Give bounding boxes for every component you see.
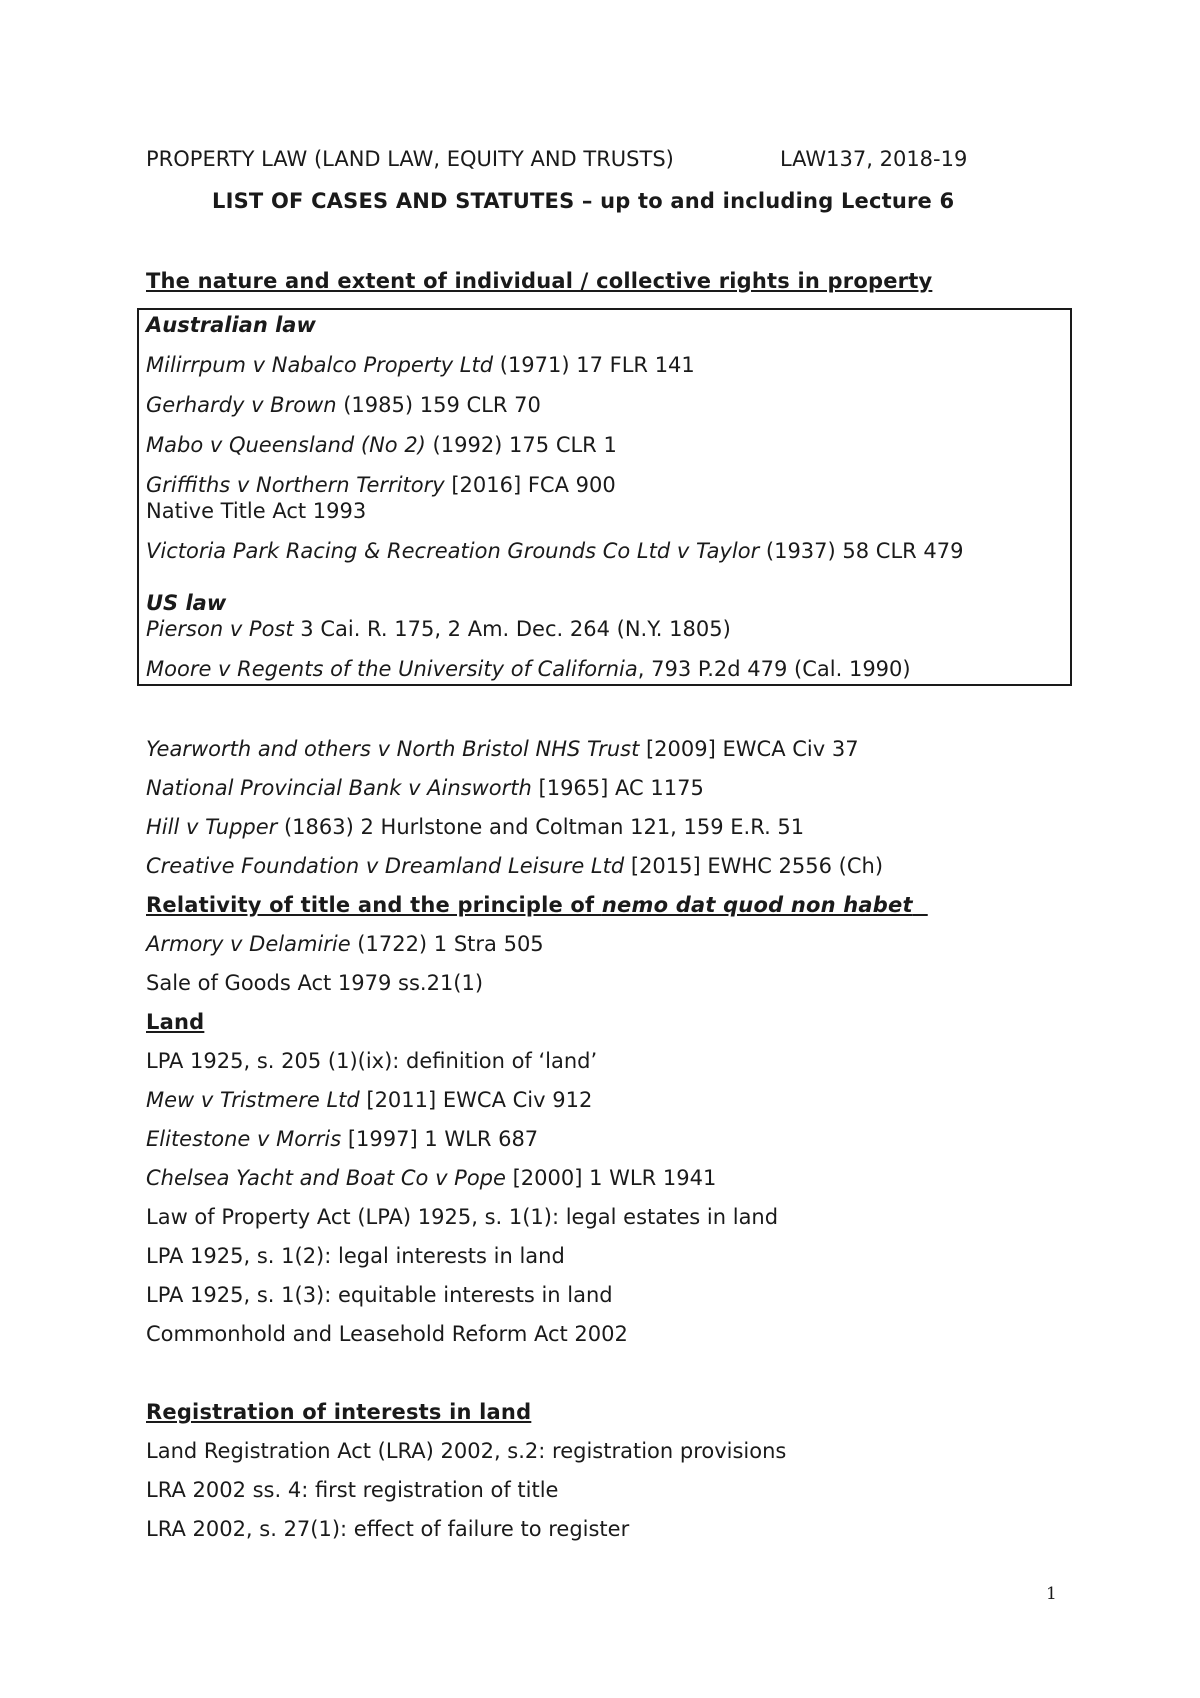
- list-item: [146, 1087, 592, 1113]
- case-name: Hill v Tupper: [146, 815, 278, 839]
- case-name: Elitestone v Morris: [146, 1127, 342, 1151]
- citation: [1997] 1 WLR 687: [341, 1127, 539, 1151]
- list-item: [146, 853, 883, 879]
- list-item: [146, 775, 704, 801]
- statute-item: LPA 1925, s. 1(2): legal interests in land: [146, 1244, 565, 1268]
- section-heading-relativity-of-title: [146, 892, 928, 918]
- statute-item: LPA 1925, s. 205 (1)(ix): definition of ‘land’: [146, 1049, 598, 1073]
- section-heading-land: Land: [146, 1010, 205, 1034]
- heading-latin-phrase: nemo dat quod non habet: [601, 893, 913, 917]
- case-name: Pierson v Post: [146, 617, 294, 641]
- case-name: National Provincial Bank v Ainsworth: [146, 776, 532, 800]
- citation: (1992) 175 CLR 1: [425, 433, 617, 457]
- statute-item: LPA 1925, s. 1(3): equitable interests in land: [146, 1283, 613, 1307]
- citation: (1985) 159 CLR 70: [336, 393, 541, 417]
- citation: [2009] EWCA Civ 37: [639, 737, 859, 761]
- australian-law-heading: Australian law: [146, 313, 316, 337]
- heading-text: Relativity of title and the principle of: [146, 893, 602, 917]
- list-item: [146, 1126, 538, 1152]
- citation: [2016] FCA 900: [444, 473, 616, 497]
- citation: (1971) 17 FLR 141: [493, 353, 695, 377]
- case-name: Yearworth and others v North Bristol NHS Trust: [146, 737, 640, 761]
- case-name: Moore v Regents of the University of California: [146, 657, 638, 681]
- case-name: Chelsea Yacht and Boat Co v Pope: [146, 1166, 506, 1190]
- citation: [2011] EWCA Civ 912: [359, 1088, 593, 1112]
- statute-item: LRA 2002, s. 27(1): effect of failure to register: [146, 1517, 630, 1541]
- us-law-heading: US law: [146, 591, 227, 615]
- list-item: [146, 1165, 716, 1191]
- case-name: Victoria Park Racing & Recreation Grounds Co Ltd v Taylor: [146, 539, 760, 563]
- list-item: [146, 931, 544, 957]
- statute-item: Commonhold and Leasehold Reform Act 2002: [146, 1322, 628, 1346]
- course-title: PROPERTY LAW (LAND LAW, EQUITY AND TRUSTS): [146, 147, 674, 171]
- statute-item: Land Registration Act (LRA) 2002, s.2: registration provisions: [146, 1439, 787, 1463]
- case-name: Milirrpum v Nabalco Property Ltd: [146, 353, 494, 377]
- statute-item: Sale of Goods Act 1979 ss.21(1): [146, 971, 484, 995]
- case-name: Mew v Tristmere Ltd: [146, 1088, 360, 1112]
- case-name: Armory v Delamirie: [146, 932, 351, 956]
- statute-item: Native Title Act 1993: [146, 499, 367, 523]
- citation: [2015] EWHC 2556 (Ch): [624, 854, 884, 878]
- list-item: [146, 736, 859, 762]
- citation: (1937) 58 CLR 479: [759, 539, 964, 563]
- list-item: [146, 472, 616, 498]
- citation: (1722) 1 Stra 505: [350, 932, 544, 956]
- citation: (1863) 2 Hurlstone and Coltman 121, 159 E.R. 51: [277, 815, 805, 839]
- case-name: Gerhardy v Brown: [146, 393, 337, 417]
- page-number: 1: [1046, 1584, 1057, 1604]
- section-heading-registration: Registration of interests in land: [146, 1400, 532, 1424]
- document-subtitle: LIST OF CASES AND STATUTES – up to and including Lecture 6: [212, 189, 955, 213]
- list-item: [146, 538, 964, 564]
- case-name: Griffiths v Northern Territory: [146, 473, 445, 497]
- statute-item: LRA 2002 ss. 4: first registration of title: [146, 1478, 559, 1502]
- citation: [2000] 1 WLR 1941: [505, 1166, 717, 1190]
- citation: [1965] AC 1175: [531, 776, 704, 800]
- case-name: Mabo v Queensland (No 2): [146, 433, 426, 457]
- list-item: [146, 656, 911, 682]
- list-item: [146, 352, 695, 378]
- list-item: [146, 616, 731, 642]
- statute-item: Law of Property Act (LPA) 1925, s. 1(1): legal estates in land: [146, 1205, 779, 1229]
- list-item: [146, 392, 541, 418]
- course-code: LAW137, 2018-19: [780, 147, 968, 171]
- citation: , 793 P.2d 479 (Cal. 1990): [637, 657, 911, 681]
- citation: 3 Cai. R. 175, 2 Am. Dec. 264 (N.Y. 1805): [293, 617, 731, 641]
- list-item: [146, 432, 617, 458]
- case-name: Creative Foundation v Dreamland Leisure Ltd: [146, 854, 625, 878]
- list-item: [146, 814, 804, 840]
- section-heading-nature-of-rights: The nature and extent of individual / collective rights in property: [146, 269, 933, 293]
